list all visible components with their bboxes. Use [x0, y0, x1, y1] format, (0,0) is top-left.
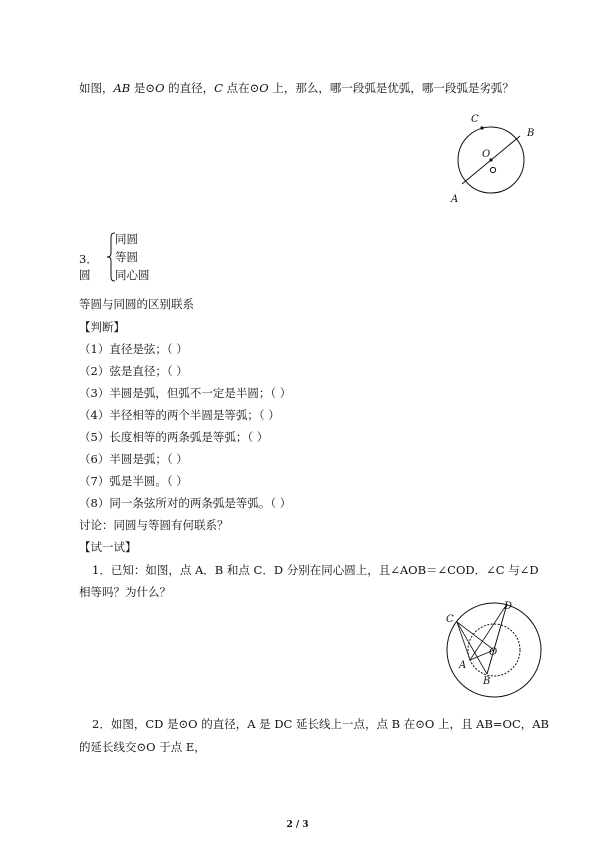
label-c: C	[471, 114, 479, 125]
relation-line: 等圆与同圆的区别联系	[79, 297, 194, 311]
segment-db	[487, 604, 507, 674]
question-1-line-2: 相等吗？为什么？	[79, 585, 171, 599]
question-2-line-2: 的延长线交⊙O 于点 E，	[79, 740, 206, 754]
question-2-line-1: 2．如图，CD 是⊙O 的直径，A 是 DC 延长线上一点，点 B 在⊙O 上，且 AB=OC，AB	[92, 717, 550, 731]
discussion-line: 讨论：同圆与等圆有何联系？	[79, 518, 229, 532]
try-heading: 【试一试】	[79, 540, 137, 554]
label-d: D	[504, 601, 513, 612]
judge-item: （7）弧是半圆。（ ）	[79, 474, 188, 488]
circle-type-item: 同圆	[115, 232, 138, 246]
label-b: B	[483, 676, 491, 687]
label-o: O	[489, 647, 498, 658]
judge-item: （8）同一条弦所对的两条弧是等弧。（ ）	[79, 496, 292, 510]
center-ring	[490, 167, 495, 172]
circle-type-item: 同心圆	[115, 268, 150, 282]
label-c: C	[446, 614, 454, 625]
label-b: B	[527, 128, 535, 139]
circle-types-label: 3．圆	[79, 252, 98, 282]
judge-item: （1）直径是弦；（ ）	[79, 342, 188, 356]
segment-oc	[457, 622, 494, 650]
label-o: O	[482, 149, 491, 160]
figure-concentric-circles	[440, 598, 552, 702]
label-a: A	[459, 660, 467, 671]
page-number: 2 / 3	[286, 820, 309, 830]
figure-circle-diameter	[445, 108, 550, 208]
question-1-line-1: 1．已知：如图，点 A．B 和点 C．D 分别在同心圆上，且∠AOB＝∠COD．∠C 与∠D	[92, 563, 539, 577]
judge-heading: 【判断】	[79, 320, 125, 334]
judge-item: （2）弦是直径；（ ）	[79, 364, 188, 378]
point-c	[480, 126, 483, 129]
judge-item: （6）半圆是弧；（ ）	[79, 452, 188, 466]
intro-line: 如图，AB 是⊙O 的直径，C 点在⊙O 上，那么，哪一段弧是优弧，哪一段弧是劣弧？	[79, 81, 514, 95]
label-a: A	[451, 194, 459, 205]
judge-item: （3）半圆是弧，但弧不一定是半圆；（ ）	[79, 386, 292, 400]
judge-item: （4）半径相等的两个半圆是等弧；（ ）	[79, 408, 280, 422]
judge-item: （5）长度相等的两条弧是等弧；（ ）	[79, 430, 269, 444]
circle-type-item: 等圆	[115, 250, 138, 264]
